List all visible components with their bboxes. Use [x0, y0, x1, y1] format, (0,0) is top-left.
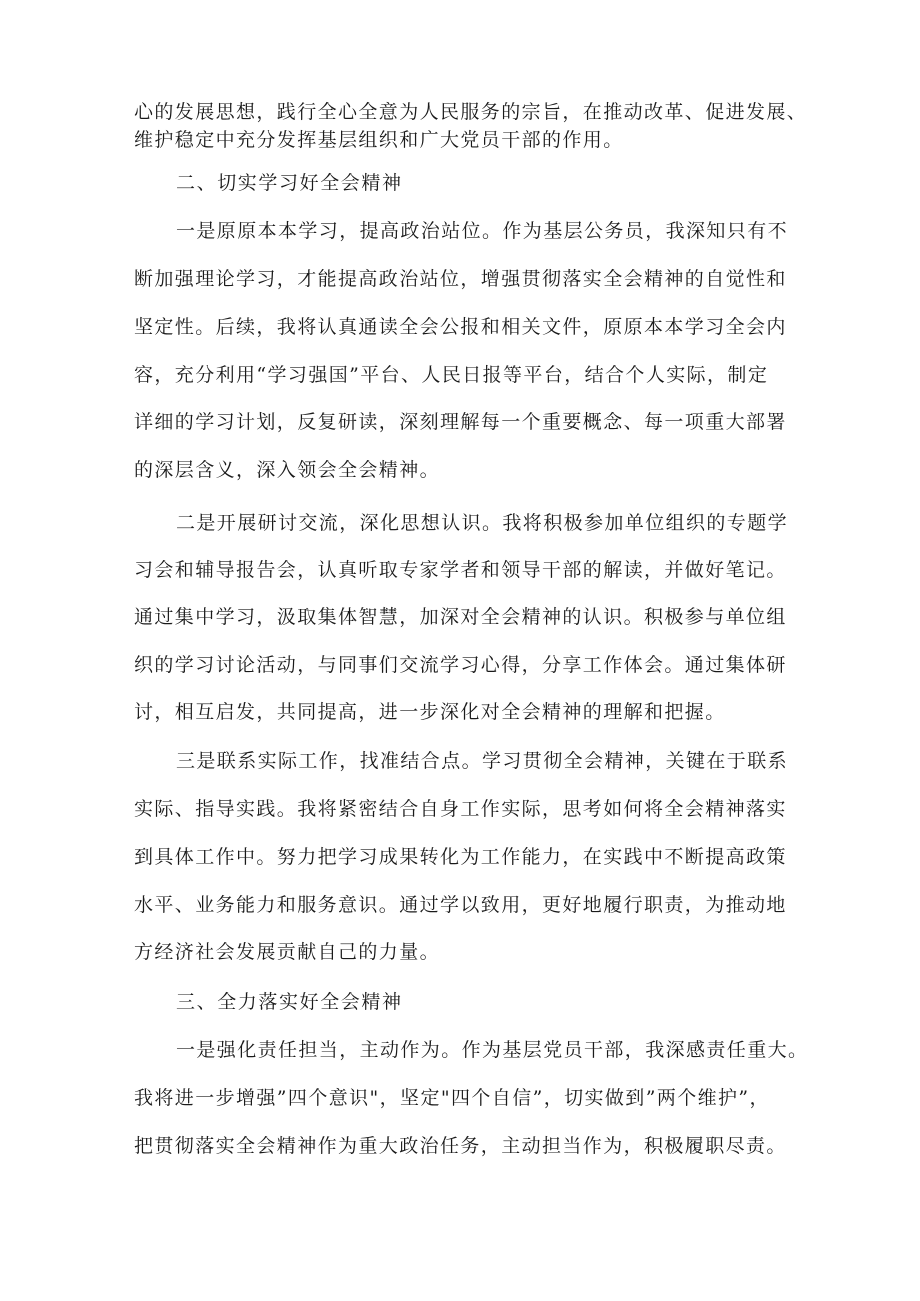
body-text-line: 维护稳定中充分发挥基层组织和广大党员干部的作用。: [134, 129, 624, 151]
body-text-line: 水平、业务能力和服务意识。通过学以致用，更好地履行职责，为推动地: [134, 894, 787, 916]
body-text-line: 断加强理论学习，才能提高政治站位，增强贯彻落实全会精神的自觉性和: [134, 268, 787, 290]
body-text-line: 我将进一步增强”四个意识"，坚定"四个自信”，切实做到”两个维护”，: [134, 1087, 770, 1109]
body-text-line: 把贯彻落实全会精神作为重大政治任务，主动担当作为，积极履职尽责。: [134, 1135, 787, 1157]
body-text-line: 坚定性。后续，我将认真通读全会公报和相关文件，原原本本学习全会内: [134, 316, 787, 338]
paragraph-first-line: 二是开展研讨交流，深化思想认识。我将积极参加单位组织的专题学: [176, 512, 789, 534]
paragraph-first-line: 一是强化责任担当，主动作为。作为基层党员干部，我深感责任重大。: [176, 1039, 809, 1061]
section-heading: 三、全力落实好全会精神: [176, 991, 403, 1013]
body-text-line: 习会和辅导报告会，认真听取专家学者和领导干部的解读，并做好笔记。: [134, 559, 787, 581]
body-text-line: 详细的学习计划，反复研读，深刻理解每一个重要概念、每一项重大部署: [134, 411, 787, 433]
paragraph-first-line: 一是原原本本学习，提高政治站位。作为基层公务员，我深知只有不: [176, 220, 789, 242]
body-text-line: 织的学习讨论活动，与同事们交流学习心得，分享工作体会。通过集体研: [134, 654, 787, 676]
body-text-line: 容，充分利用“学习强国”平台、人民日报等平台，结合个人实际，制定: [134, 364, 769, 386]
body-text-line: 讨，相互启发，共同提高，进一步深化对全会精神的理解和把握。: [134, 701, 726, 723]
body-text-line: 的深层含义，深入领会全会精神。: [134, 459, 441, 481]
body-text-line: 实际、指导实践。我将紧密结合自身工作实际，思考如何将全会精神落实: [134, 798, 787, 820]
paragraph-first-line: 三是联系实际工作，找准结合点。学习贯彻全会精神，关键在于联系: [176, 750, 789, 772]
body-text-line: 方经济社会发展贡献自己的力量。: [134, 941, 441, 963]
body-text-line: 心的发展思想，践行全心全意为人民服务的宗旨，在推动改革、促进发展、: [134, 101, 808, 123]
body-text-line: 到具体工作中。努力把学习成果转化为工作能力，在实践中不断提高政策: [134, 846, 787, 868]
section-heading: 二、切实学习好全会精神: [176, 172, 403, 194]
body-text-line: 通过集中学习，汲取集体智慧，加深对全会精神的认识。积极参与单位组: [134, 606, 787, 628]
